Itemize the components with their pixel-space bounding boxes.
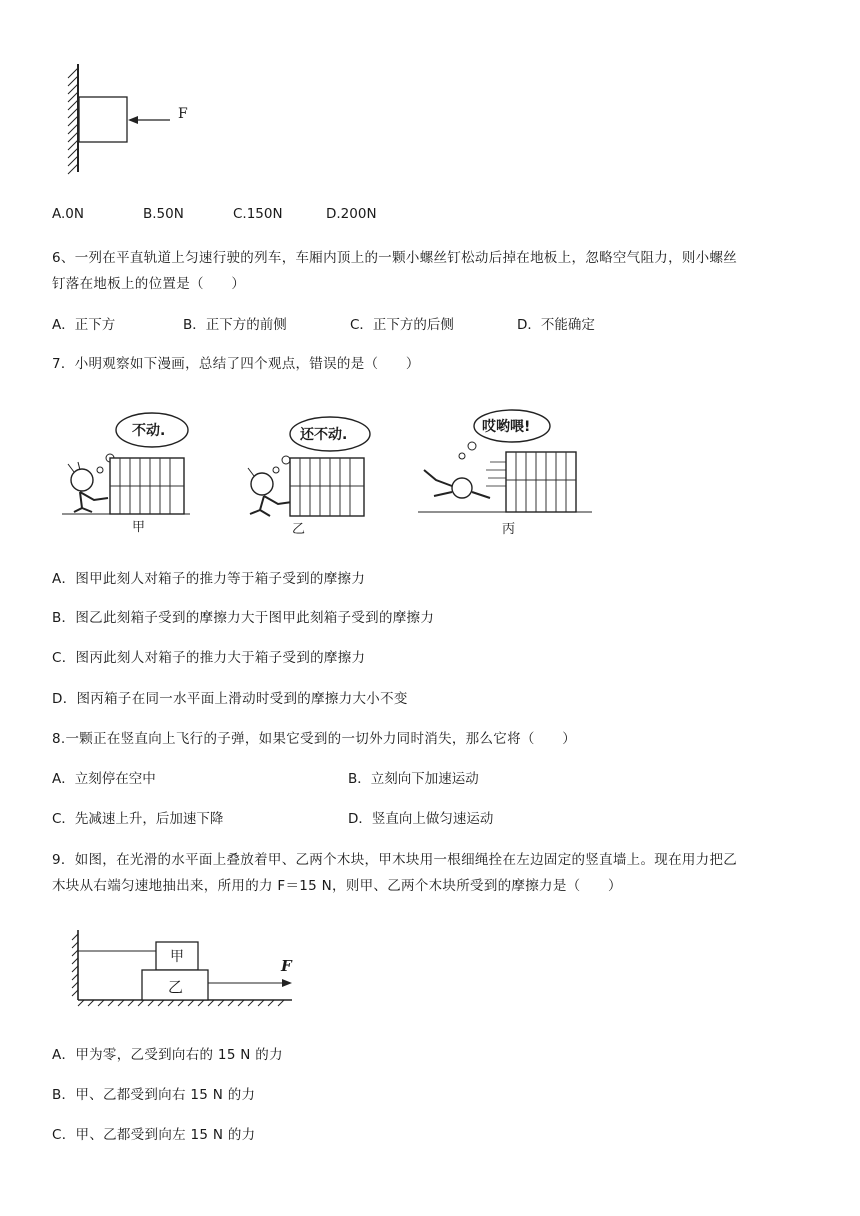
comic-panel-2 <box>240 400 380 540</box>
stacked-blocks-figure <box>70 926 310 1006</box>
force-f-label: F <box>178 106 188 122</box>
comic-panel-1 <box>60 400 200 540</box>
q8-text: 8.一颗正在竖直向上飞行的子弹，如果它受到的一切外力同时消失，那么它将（ ） <box>52 731 577 747</box>
stacked-blocks-diagram <box>70 926 310 1006</box>
q9-text-line1: 9．如图，在光滑的水平面上叠放着甲、乙两个木块，甲木块用一根细绳拴在左边固定的竖直墙上。现在用力把乙 <box>52 852 738 868</box>
q7-comic <box>60 400 600 545</box>
q8-option-c[interactable]: C．先减速上升，后加速下降 <box>52 811 224 827</box>
comic-panel-2-caption: 乙 <box>292 522 306 537</box>
q5-option-c[interactable]: C.150N <box>233 206 283 222</box>
q5-option-d[interactable]: D.200N <box>326 206 377 222</box>
block-jia-label: 甲 <box>170 949 184 965</box>
q6-text-line2: 钉落在地板上的位置是（ ） <box>52 276 246 292</box>
q9-option-a[interactable]: A．甲为零，乙受到向右的 15 N 的力 <box>52 1047 283 1063</box>
q9-option-c[interactable]: C．甲、乙都受到向左 15 N 的力 <box>52 1127 256 1143</box>
comic-panel-2-bubble: 还不动. <box>300 427 348 443</box>
comic-panel-3-bubble: 哎哟喂! <box>482 419 531 435</box>
q7-option-c[interactable]: C．图丙此刻人对箱子的推力大于箱子受到的摩擦力 <box>52 650 366 666</box>
q7-option-d[interactable]: D．图丙箱子在同一水平面上滑动时受到的摩擦力大小不变 <box>52 691 408 707</box>
q6-option-b[interactable]: B．正下方的前侧 <box>183 317 287 333</box>
force-f-label-q9: F <box>281 957 292 975</box>
q5-option-b[interactable]: B.50N <box>143 206 184 222</box>
q7-option-a[interactable]: A．图甲此刻人对箱子的推力等于箱子受到的摩擦力 <box>52 571 366 587</box>
q7-option-b[interactable]: B．图乙此刻箱子受到的摩擦力大于图甲此刻箱子受到的摩擦力 <box>52 610 435 626</box>
q5-option-a[interactable]: A.0N <box>52 206 84 222</box>
q6-text-line1: 6、一列在平直轨道上匀速行驶的列车，车厢内顶上的一颗小螺丝钉松动后掉在地板上，忽略空气阻力，则小螺丝 <box>52 250 738 266</box>
block-yi-label: 乙 <box>168 978 184 996</box>
q6-option-c[interactable]: C．正下方的后侧 <box>350 317 454 333</box>
q8-option-a[interactable]: A．立刻停在空中 <box>52 771 156 787</box>
q9-text-line2: 木块从右端匀速地抽出来，所用的力 F＝15 N，则甲、乙两个木块所受到的摩擦力是（ ） <box>52 878 622 894</box>
q6-option-a[interactable]: A．正下方 <box>52 317 116 333</box>
q9-option-b[interactable]: B．甲、乙都受到向右 15 N 的力 <box>52 1087 256 1103</box>
comic-panel-3-caption: 丙 <box>502 522 516 537</box>
q7-text: 7．小明观察如下漫画，总结了四个观点，错误的是（ ） <box>52 356 420 372</box>
comic-panel-1-caption: 甲 <box>132 520 146 535</box>
q6-option-d[interactable]: D．不能确定 <box>517 317 595 333</box>
wall-block-figure <box>60 62 200 177</box>
comic-panel-1-bubble: 不动. <box>132 423 166 439</box>
q8-option-b[interactable]: B．立刻向下加速运动 <box>348 771 479 787</box>
q8-option-d[interactable]: D．竖直向上做匀速运动 <box>348 811 494 827</box>
